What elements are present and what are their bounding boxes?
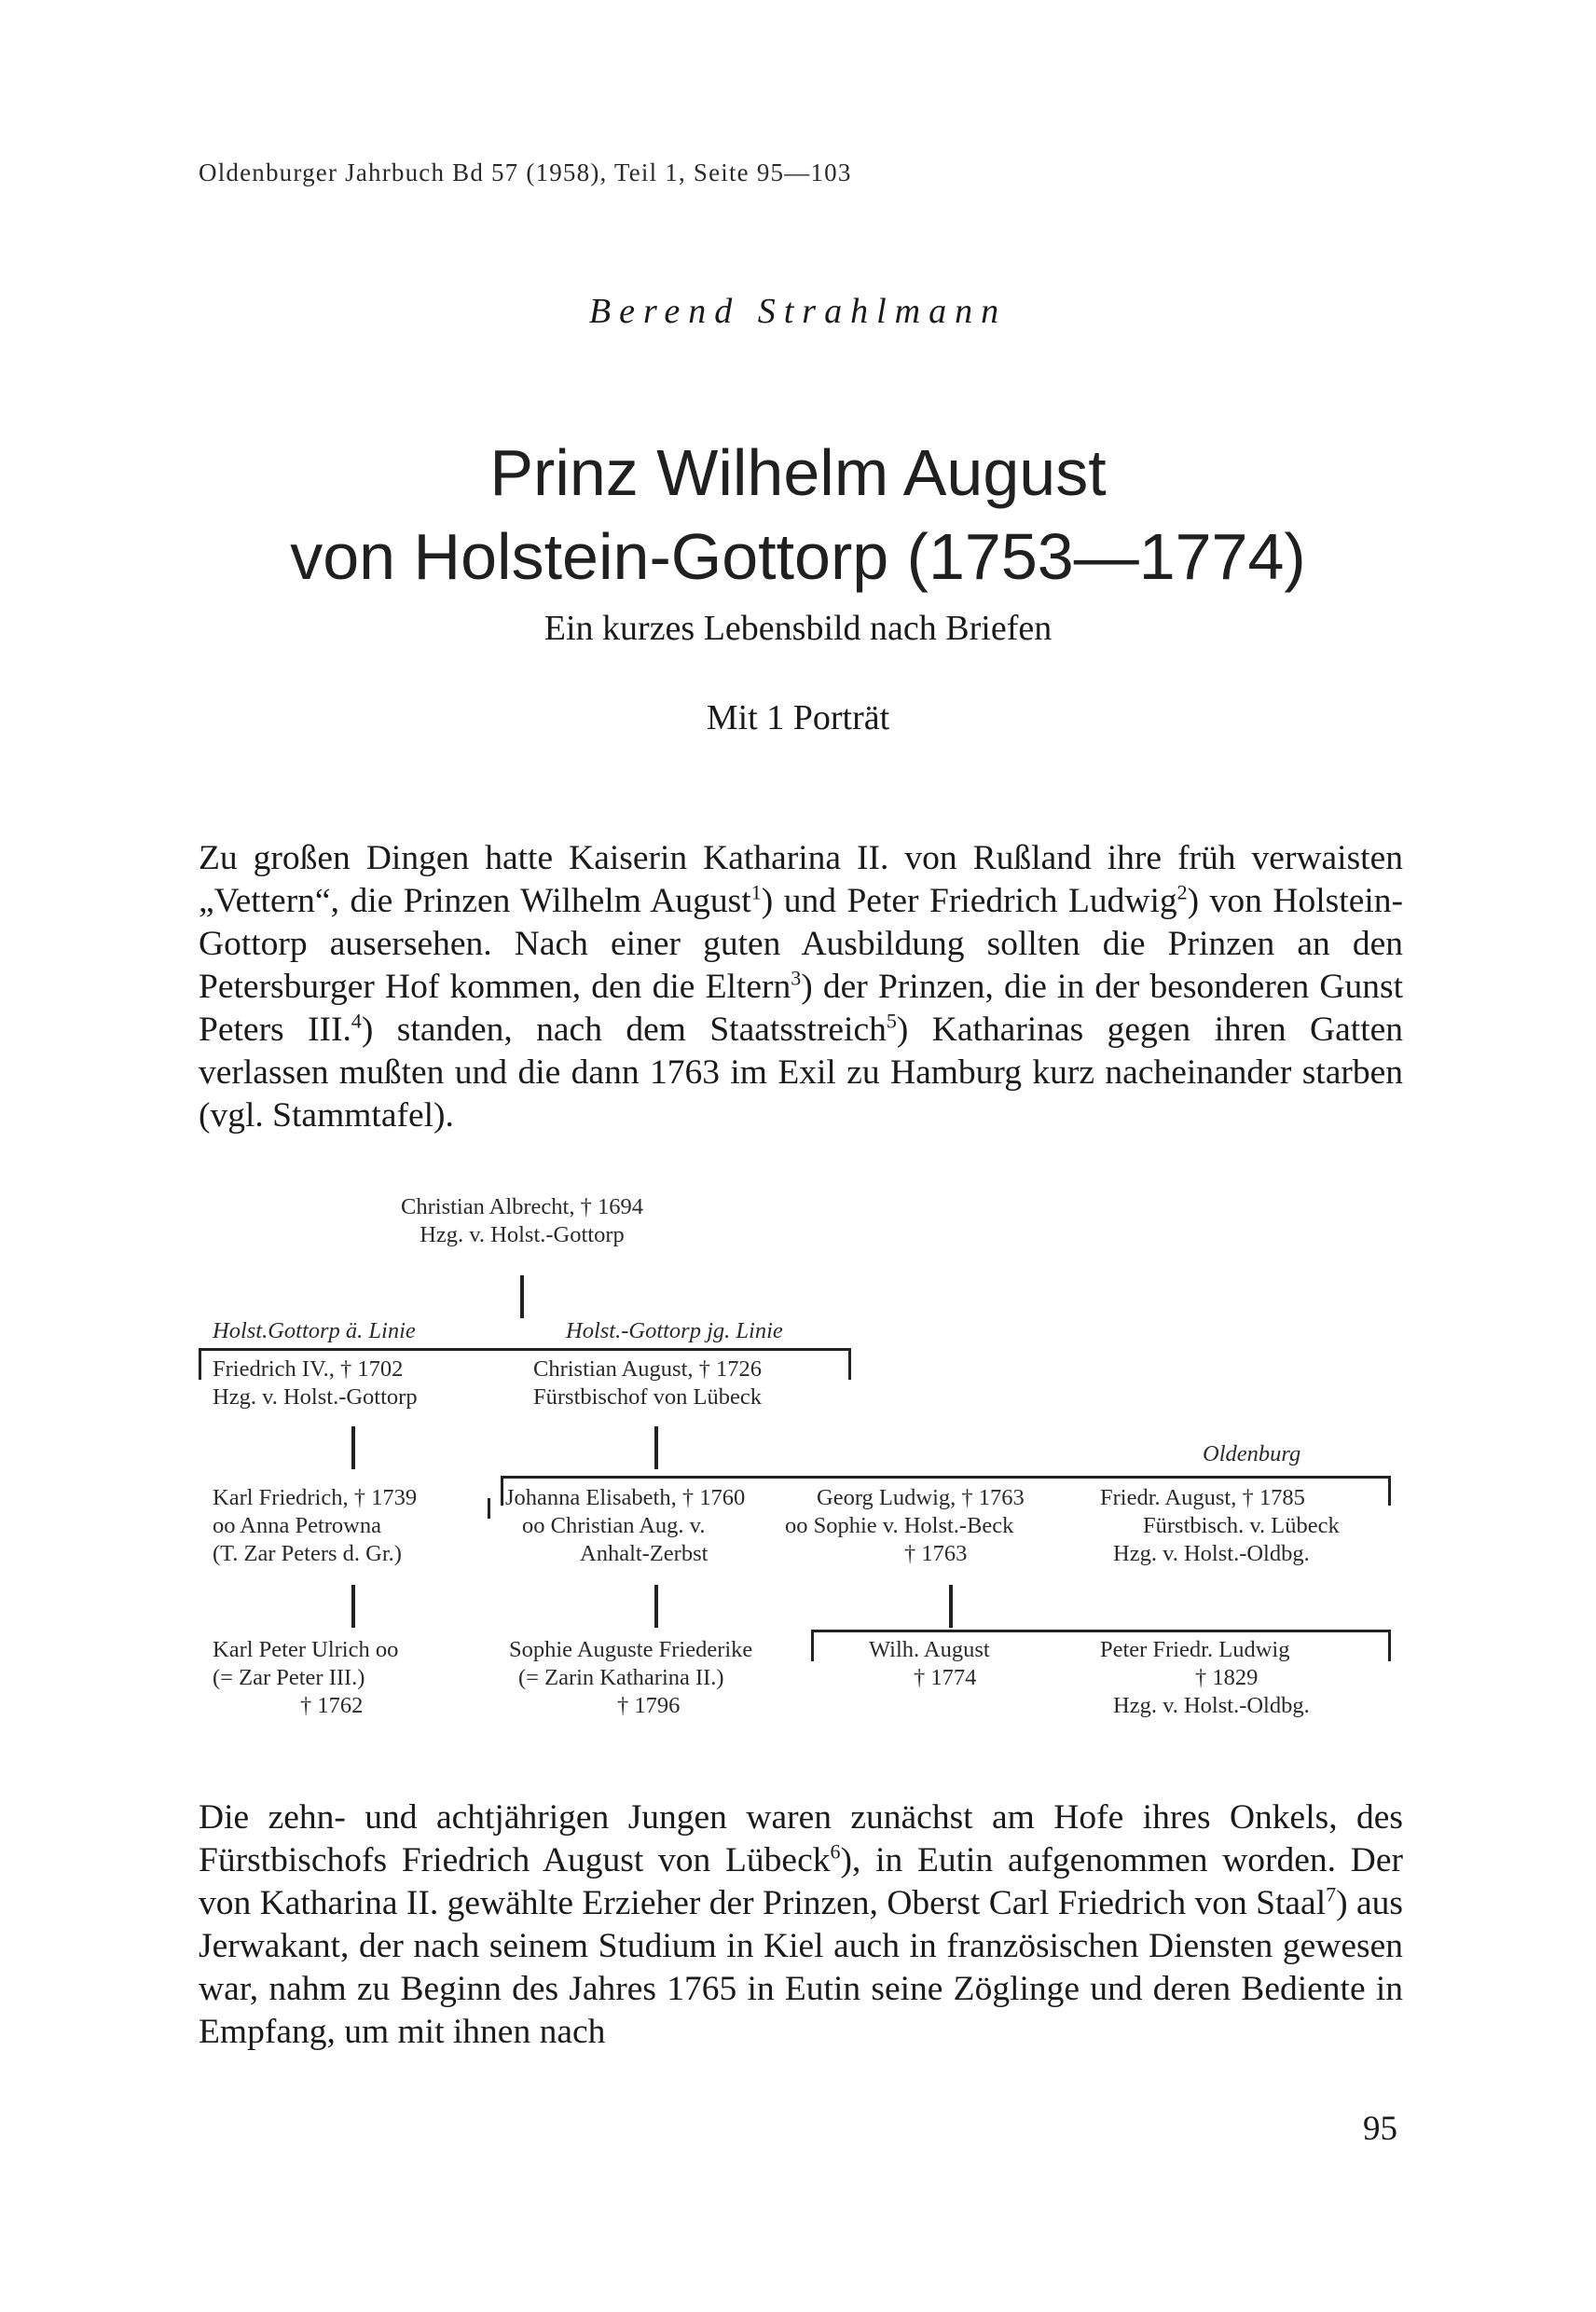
tree-branch-oldenburg: Oldenburg [1203, 1441, 1301, 1466]
paragraph-text: ) aus Jerwakant, der nach seinem Studium in Kiel auch in französischen Diensten gewesen war, nahm zu Beginn des Jahres 1765 in Eutin seine Zöglinge und deren Bediente in Empfang, um mit ihnen nach [199, 1884, 1403, 2051]
tree-root-name: Christian Albrecht, † 1694 [401, 1194, 643, 1219]
paragraph-text: ) Katharinas gegen ihren Gatten verlassen mußten und die dann 1763 im Exil zu Hamburg kurz nacheinander starben (vgl. Stammtafel). [199, 1011, 1404, 1135]
footnote-ref-2[interactable]: 2 [1176, 880, 1188, 904]
tree-karl-friedrich-name: Karl Friedrich, † 1739 [213, 1485, 418, 1510]
tree-christian-august-title: Fürstbischof von Lübeck [533, 1384, 762, 1410]
tree-peter-friedr-ludwig-title: Hzg. v. Holst.-Oldbg. [1113, 1693, 1310, 1718]
portrait-note: Mit 1 Porträt [706, 698, 890, 737]
tree-root-title: Hzg. v. Holst.-Gottorp [420, 1222, 625, 1247]
tree-line [1388, 1630, 1391, 1661]
footnote-ref-3[interactable]: 3 [791, 966, 802, 990]
tree-wilh-august-died: † 1774 [914, 1665, 977, 1690]
tree-johanna-elisabeth-name: Johanna Elisabeth, † 1760 [505, 1485, 746, 1510]
tree-line [351, 1426, 355, 1469]
paragraph-text: ) standen, nach dem Staatsstreich [361, 1011, 887, 1049]
page-number: 95 [1363, 2110, 1397, 2148]
tree-sophie-auguste-note: (= Zarin Katharina II.) [518, 1665, 724, 1690]
tree-line [949, 1585, 953, 1628]
tree-karl-friedrich-spouse: oo Anna Petrowna [213, 1513, 381, 1538]
paragraph-text: ) der Prinzen, die in der besonderen Gunst Peters III. [199, 968, 1403, 1049]
paragraph-text: ) und Peter Friedrich Ludwig [761, 882, 1177, 920]
tree-johanna-elisabeth-spouse: oo Christian Aug. v. [522, 1513, 706, 1538]
paragraph-text: ) von Holstein-Gottorp ausersehen. Nach einer guten Ausbildung sollten die Prinzen an den Petersburger Hof kommen, den die Eltern [199, 882, 1403, 1006]
tree-friedr-august-title: Fürstbisch. v. Lübeck [1143, 1513, 1340, 1538]
tree-georg-ludwig-spouse: oo Sophie v. Holst.-Beck [785, 1513, 1014, 1538]
tree-line [488, 1498, 490, 1519]
paragraph-text: ), in Eutin aufgenommen worden. Der von Katharina II. gewählte Erzieher der Prinzen, Oberst Carl Friedrich von Staal [199, 1841, 1403, 1922]
tree-peter-friedr-ludwig-died: † 1829 [1195, 1665, 1259, 1690]
tree-karl-peter-ulrich-name: Karl Peter Ulrich oo [213, 1637, 399, 1662]
tree-friedrich-iv-name: Friedrich IV., † 1702 [213, 1356, 404, 1382]
tree-sophie-auguste-died: † 1796 [617, 1693, 681, 1718]
paragraph-text: Zu großen Dingen hatte Kaiserin Katharina II. von Rußland ihre früh verwaisten „Vettern“, die Prinzen Wilhelm August [199, 839, 1403, 920]
tree-johanna-elisabeth-note: Anhalt-Zerbst [580, 1541, 709, 1566]
tree-line [351, 1585, 355, 1628]
footnote-ref-1[interactable]: 1 [750, 880, 762, 904]
title-line-1: Prinz Wilhelm August [489, 436, 1107, 509]
tree-sophie-auguste-name: Sophie Auguste Friederike [509, 1637, 753, 1662]
running-header: Oldenburger Jahrbuch Bd 57 (1958), Teil 1, Seite 95—103 [199, 158, 852, 186]
article-subtitle: Ein kurzes Lebensbild nach Briefen [543, 609, 1053, 648]
title-line-2: von Holstein-Gottorp (1753—1774) [290, 520, 1306, 593]
author-name: Berend Strahlmann [588, 292, 1008, 331]
tree-line [501, 1476, 1391, 1479]
tree-branch-elder: Holst.Gottorp ä. Linie [213, 1318, 416, 1343]
tree-line [811, 1630, 814, 1661]
footnote-ref-5[interactable]: 5 [886, 1009, 897, 1033]
tree-line [520, 1275, 524, 1318]
tree-georg-ludwig-name: Georg Ludwig, † 1763 [817, 1485, 1025, 1510]
tree-line [654, 1426, 658, 1469]
tree-line [654, 1585, 658, 1628]
paragraph-body [199, 1796, 1403, 2054]
tree-karl-peter-ulrich-died: † 1762 [300, 1693, 364, 1718]
tree-friedrich-iv-title: Hzg. v. Holst.-Gottorp [213, 1384, 418, 1410]
footnote-ref-6[interactable]: 6 [830, 1839, 841, 1864]
footnote-ref-7[interactable]: 7 [1326, 1882, 1337, 1906]
tree-line [1388, 1476, 1391, 1506]
tree-line [199, 1348, 201, 1380]
paragraph-text: Die zehn- und achtjährigen Jungen waren zunächst am Hofe ihres Onkels, des Fürstbischofs Friedrich August von Lübeck [199, 1798, 1403, 1879]
tree-karl-friedrich-note: (T. Zar Peters d. Gr.) [213, 1541, 402, 1566]
tree-branch-younger: Holst.-Gottorp jg. Linie [566, 1318, 783, 1343]
tree-line [199, 1348, 851, 1351]
tree-karl-peter-ulrich-note: (= Zar Peter III.) [213, 1665, 365, 1690]
tree-line [501, 1476, 503, 1506]
tree-line [848, 1348, 851, 1380]
tree-peter-friedr-ludwig-name: Peter Friedr. Ludwig [1100, 1637, 1290, 1662]
tree-georg-ludwig-died: † 1763 [904, 1541, 968, 1566]
tree-line [811, 1630, 1391, 1632]
footnote-ref-4[interactable]: 4 [351, 1009, 362, 1033]
tree-christian-august-name: Christian August, † 1726 [533, 1356, 763, 1382]
tree-friedr-august-title2: Hzg. v. Holst.-Oldbg. [1113, 1541, 1310, 1566]
tree-friedr-august-name: Friedr. August, † 1785 [1100, 1485, 1305, 1510]
tree-wilh-august-name: Wilh. August [869, 1637, 990, 1662]
